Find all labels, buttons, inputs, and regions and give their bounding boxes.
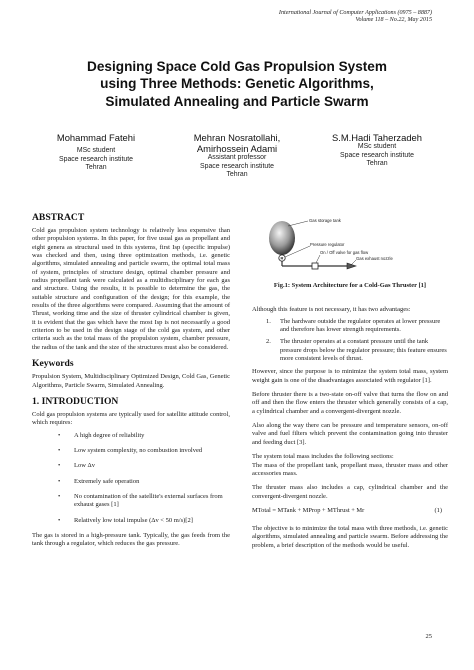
- thruster-figure: [252, 216, 448, 274]
- valve-label-leader: [316, 255, 320, 263]
- paragraph: However, since the purpose is to minimize the system total mass, system weight gain is one of the disadvantages associated with regulator [1].: [252, 368, 448, 384]
- list-item: • Low Δv: [58, 462, 95, 470]
- author-affiliation: Space research institute: [200, 162, 274, 170]
- equation-number: (1): [434, 506, 442, 514]
- bullet-icon: •: [58, 477, 61, 485]
- paragraph: Before thruster there is a two-state on-off valve that turns the flow on and off and then the flow enters the thruster which generally consists of a cap, a cylindrical chamber and a convergent-divergent nozzle.: [252, 391, 448, 415]
- author-city: Tehran: [366, 160, 388, 168]
- paragraph: Also along the way there can be pressure and temperature sensors, on-off valve and fuel filters which prevent the contamination going into thruster and feeding duct [3].: [252, 422, 448, 446]
- advantages-list: [252, 318, 448, 364]
- list-item: • A high degree of reliability: [58, 431, 145, 439]
- author-role: MSc student: [76, 147, 116, 155]
- right-column: [252, 216, 448, 550]
- list-item: • Relatively low total impulse (Δv < 50 m/s)[2]: [58, 516, 193, 524]
- author-block: [170, 132, 304, 180]
- author-name: Mohammad Fatehi: [56, 132, 136, 143]
- list-item: • Extremely safe operation: [58, 477, 140, 485]
- author-name: S.M.Hadi Taherzadeh: [332, 132, 422, 143]
- title-line: Designing Space Cold Gas Propulsion System: [87, 59, 387, 74]
- paragraph: The system total mass includes the following sections:: [252, 453, 394, 461]
- tank-label: Gas storage tank: [309, 218, 341, 223]
- journal-volume: Volume 118 – No.22, May 2015: [355, 17, 432, 24]
- bullet-icon: •: [58, 492, 61, 500]
- journal-name: International Journal of Computer Applications (0975 – 8887): [278, 10, 432, 16]
- page-number: 25: [425, 633, 432, 640]
- requirements-list: [32, 432, 230, 525]
- running-head: [279, 10, 432, 25]
- keywords-heading: Keywords: [32, 358, 74, 370]
- introduction-text: Cold gas propulsion systems are typically used for satellite attitude control, which requires:: [32, 410, 230, 427]
- author-affiliation: Space research institute: [340, 151, 414, 159]
- valve-label: On / Off valve for gas flow: [320, 250, 369, 255]
- title-line: using Three Methods: Genetic Algorithms,: [100, 76, 374, 92]
- list-item: • No contamination of the satellite's external surfaces from exhaust gases [1]: [58, 492, 223, 509]
- gas-tank-shape: [269, 221, 295, 255]
- author-name: Amirhossein Adami: [196, 143, 278, 155]
- abstract-heading: ABSTRACT: [32, 212, 85, 223]
- valve-shape: [312, 263, 318, 269]
- paper-title: [30, 58, 444, 110]
- regulator-label: Pressure regulator: [310, 242, 345, 247]
- author-role: Assistant professor: [207, 154, 267, 162]
- paragraph: The thruster mass also includes a cap, cylindrical chamber and the convergent-divergent nozzle.: [252, 484, 448, 500]
- author-name: Mehran Nosratollahi,: [193, 132, 281, 143]
- bullet-icon: •: [58, 516, 61, 524]
- paragraph: Although this feature is not necessary, it has two advantages:: [252, 306, 411, 314]
- bullet-icon: •: [58, 462, 61, 470]
- author-affiliation: Space research institute: [59, 155, 133, 163]
- author-block: [22, 132, 170, 172]
- equation-text: MTotal = MTank + MProp + MThrust + Mr: [252, 506, 365, 514]
- tank-label-leader: [288, 221, 308, 226]
- author-block: [302, 132, 452, 168]
- bullet-icon: •: [58, 431, 61, 439]
- author-city: Tehran: [85, 164, 107, 172]
- author-city: Tehran: [226, 171, 248, 179]
- nozzle-label: Gas exhaust nozzle: [356, 256, 393, 261]
- figure-caption: Fig.1: System Architecture for a Cold-Gas Thruster [1]: [273, 282, 427, 289]
- abstract-text: Cold gas propulsion system technology is relatively less expensive than other propulsion systems. In this paper, for five usual gas as propellant and eight genera as structural used in this systems, first Isp (specific impulse) was checked and then, using three optimization methods, i.e. genetic algorithms, simulated annealing and particle swarm, the optimal total mass of system, principles of structure design, optimal chamber pressure and radius propellant tank were calculated as a multidisciplinary for each gas and structure. Using the results, it is possible to determine the gas, the suitable structure and configuration of the design; for this example, the results of the three algorithms were compared. Assuming that the amount of Thrust, working time and the size of thruster cylindrical chamber is given, it is evident that the gas which have the most Isp is not necessarily a good criterion to be used in the design stage of the cold gas system, and other criteria such as the total mass of the propulsion system, chamber pressure, the radius of the tank and the size of the structures must also be considered.: [32, 227, 230, 351]
- regulator-r-label: R: [280, 255, 284, 261]
- bullet-icon: •: [58, 446, 61, 454]
- list-item: 1. The hardware outside the regulator operates at lower pressure and therefore has lower strength requirements.: [266, 317, 441, 334]
- list-item: • Low system complexity, no combustion involved: [58, 446, 203, 454]
- nozzle-shape: [347, 263, 356, 269]
- equation: [252, 507, 448, 519]
- paragraph: The objective is to minimize the total mass with three methods, i.e. genetic algorithms, simulated annealing and particle swarm. Before addressing the problem, a brief description of the methods would be useful.: [252, 524, 448, 549]
- keywords-text: Propulsion System, Multidisciplinary Optimized Design, Cold Gas, Genetic Algorithms, Particle Swarm, Simulated Annealing.: [32, 373, 230, 389]
- author-role: MSc student: [357, 143, 397, 151]
- list-item: 2. The thruster operates at a constant pressure until the tank pressure drops below the regulator pressure; this feature ensures more consistent levels of thrust.: [266, 338, 447, 363]
- thruster-diagram: [252, 216, 448, 274]
- left-column: [32, 212, 230, 549]
- introduction-after-text: The gas is stored in a high-pressure tank. Typically, the gas feeds from the tank through a regulator, which reduces the gas pressure.: [32, 531, 230, 548]
- paragraph: The mass of the propellant tank, propellant mass, thruster mass and other accessories mass.: [252, 461, 448, 477]
- introduction-heading: 1. INTRODUCTION: [32, 395, 119, 407]
- title-line: Simulated Annealing and Particle Swarm: [105, 93, 369, 109]
